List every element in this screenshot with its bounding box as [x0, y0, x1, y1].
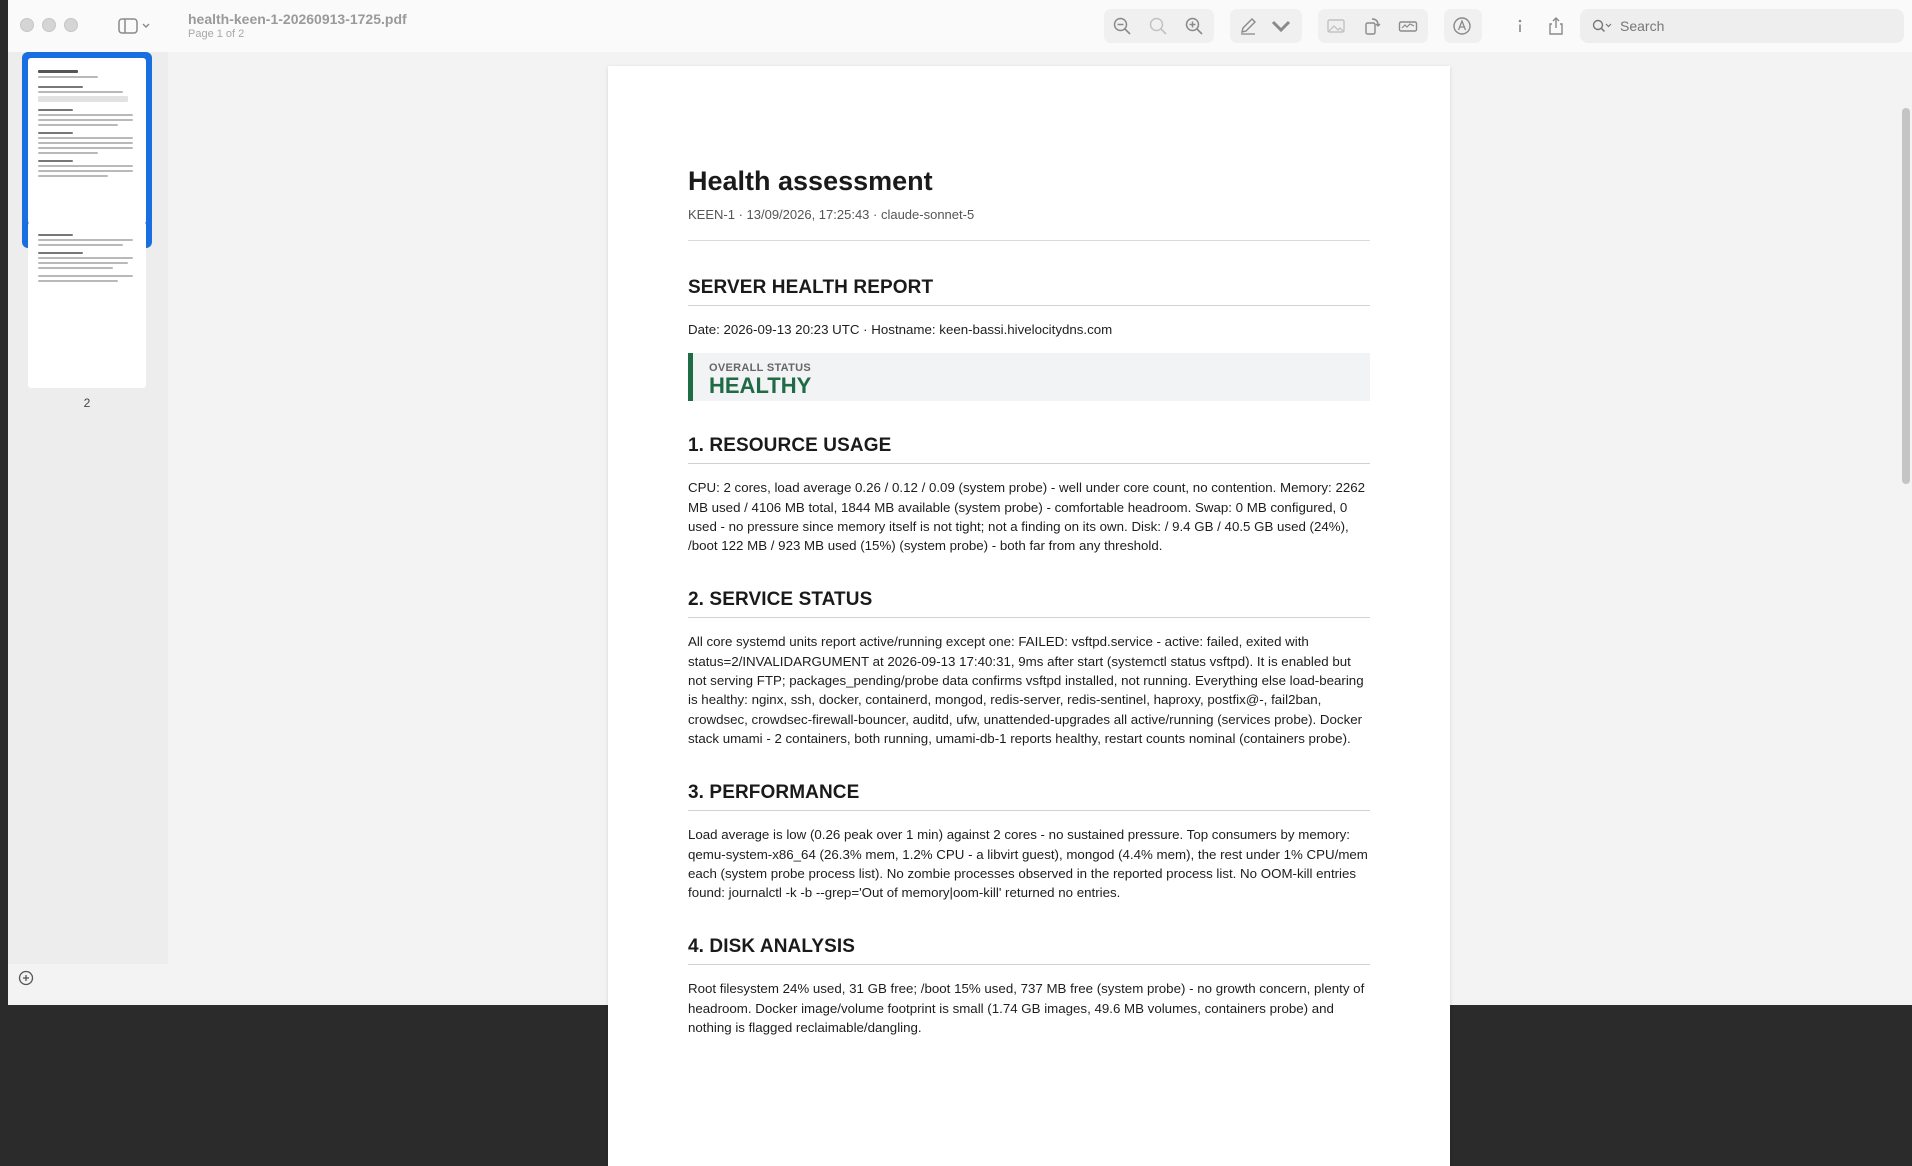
section-heading-service-status: 2. SERVICE STATUS: [688, 589, 1370, 618]
highlight-menu-button[interactable]: [1266, 9, 1296, 43]
highlight-button[interactable]: [1230, 9, 1266, 43]
close-window-button[interactable]: [20, 18, 34, 32]
section-heading-disk-analysis: 4. DISK ANALYSIS: [688, 936, 1370, 965]
page-indicator: Page 1 of 2: [188, 28, 245, 40]
pen-icon: [1238, 16, 1258, 36]
status-label: OVERALL STATUS: [709, 362, 811, 375]
search-icon: [1592, 19, 1612, 33]
section-body-disk-analysis: Root filesystem 24% used, 31 GB free; /boot 15% used, 737 MB free (system probe) - no growth concern, plenty of headroom. Docker image/volume footprint is small (1.74 GB images, 49.6 MB volumes, containers probe) and nothing is flagged reclaimable/dangling.: [688, 981, 1365, 1036]
status-value: HEALTHY: [709, 373, 812, 399]
pdf-page-1: [608, 66, 1450, 1166]
search-input[interactable]: [1620, 18, 1880, 34]
section-body-resource-usage: CPU: 2 cores, load average 0.26 / 0.12 / 0.09 (system probe) - well under core count, no contention. Memory: 2262 MB used / 4106 MB total, 1844 MB available (system probe) - comfortable headroom. Swap: 0 MB configured, 0 used - no pressure since memory itself is not tight; not a finding on its own. Disk: / 9.4 GB / 40.5 GB used (24%), /boot 122 MB / 923 MB used (15%) (system probe) - both far from any threshold.: [688, 480, 1366, 554]
signature-button[interactable]: [1390, 9, 1426, 43]
chevron-down-icon: [142, 23, 150, 29]
section-body-performance: Load average is low (0.26 peak over 1 min) against 2 cores - no sustained pressure. Top consumers by memory: qemu-system-x86_64 (26.3% mem, 1.2% CPU - a libvirt guest), mongod (4.4% mem), the rest under 1% CPU/mem each (system probe process list). No zombie processes observed in the reported process list. No OOM-kill entries found: journalctl -k -b --grep='Out of memory|oom-kill' returned no entries.: [688, 827, 1368, 901]
document-title: health-keen-1-20260913-1725.pdf: [188, 11, 407, 27]
zoom-window-button[interactable]: [64, 18, 78, 32]
zoom-out-icon: [1112, 16, 1132, 36]
edit-controls: [1318, 9, 1428, 43]
report-meta: KEEN-1 · 13/09/2026, 17:25:43 · claude-sonnet-5: [688, 207, 1370, 241]
add-page-button[interactable]: [18, 970, 36, 988]
thumbnail-page-number: 2: [83, 396, 91, 410]
minimize-window-button[interactable]: [42, 18, 56, 32]
search-field[interactable]: [1580, 9, 1904, 43]
share-button[interactable]: [1538, 9, 1574, 43]
markup-icon: [1452, 16, 1472, 36]
thumbnail-sidebar: [8, 52, 168, 964]
section-heading-performance: 3. PERFORMANCE: [688, 782, 1370, 811]
sidebar-icon: [118, 18, 138, 34]
markup-button[interactable]: [1444, 9, 1480, 43]
report-heading: SERVER HEALTH REPORT: [688, 277, 1370, 306]
zoom-in-icon: [1184, 16, 1204, 36]
section-heading-resource-usage: 1. RESOURCE USAGE: [688, 435, 1370, 464]
report-date-line: Date: 2026-09-13 20:23 UTC · Hostname: keen-bassi.hivelocitydns.com: [688, 322, 1113, 337]
zoom-in-button[interactable]: [1176, 9, 1212, 43]
image-icon: [1326, 16, 1346, 36]
section-body-service-status: All core systemd units report active/running except one: FAILED: vsftpd.service - active: failed, exited with status=2/INVALIDARGUMENT at 2026-09-13 17:40:31, 9ms after start (systemctl status vsftpd). It is enabled but not serving FTP; packages_pending/probe data confirms vsftpd installed, not running. Everything else load-bearing is healthy: nginx, ssh, docker, containerd, mongod, redis-server, redis-sentinel, haproxy, postfix@-, fail2ban, crowdsec, crowdsec-firewall-bouncer, auditd, ufw, unattended-upgrades all active/running (services probe). Docker stack umami - 2 containers, both running, umami-db-1 reports healthy, restart counts nominal (containers probe).: [688, 634, 1364, 746]
zoom-fit-icon: [1148, 16, 1168, 36]
status-box: [688, 353, 1370, 401]
markup-controls: [1444, 9, 1482, 43]
rotate-icon: [1362, 16, 1382, 36]
signature-icon: [1398, 16, 1418, 36]
info-icon: [1510, 16, 1530, 36]
zoom-controls: [1104, 9, 1214, 43]
info-button[interactable]: [1502, 9, 1538, 43]
zoom-out-button[interactable]: [1104, 9, 1140, 43]
plus-circle-icon: [18, 970, 36, 986]
toolbar: [8, 0, 1912, 52]
zoom-fit-button[interactable]: [1140, 9, 1176, 43]
vertical-scrollbar[interactable]: [1902, 108, 1910, 484]
highlight-controls: [1230, 9, 1302, 43]
share-icon: [1546, 16, 1566, 36]
page-thumbnail-2[interactable]: [22, 216, 152, 416]
thumbnail-preview: [28, 222, 146, 388]
report-title: Health assessment: [688, 166, 933, 196]
insert-image-button[interactable]: [1318, 9, 1354, 43]
preview-window: [8, 0, 1912, 1036]
thumbnail-preview: [28, 58, 146, 224]
rotate-button[interactable]: [1354, 9, 1390, 43]
chevron-down-icon: [1271, 16, 1291, 36]
sidebar-toggle-button[interactable]: [118, 9, 166, 43]
document-viewer[interactable]: [168, 52, 1912, 1036]
